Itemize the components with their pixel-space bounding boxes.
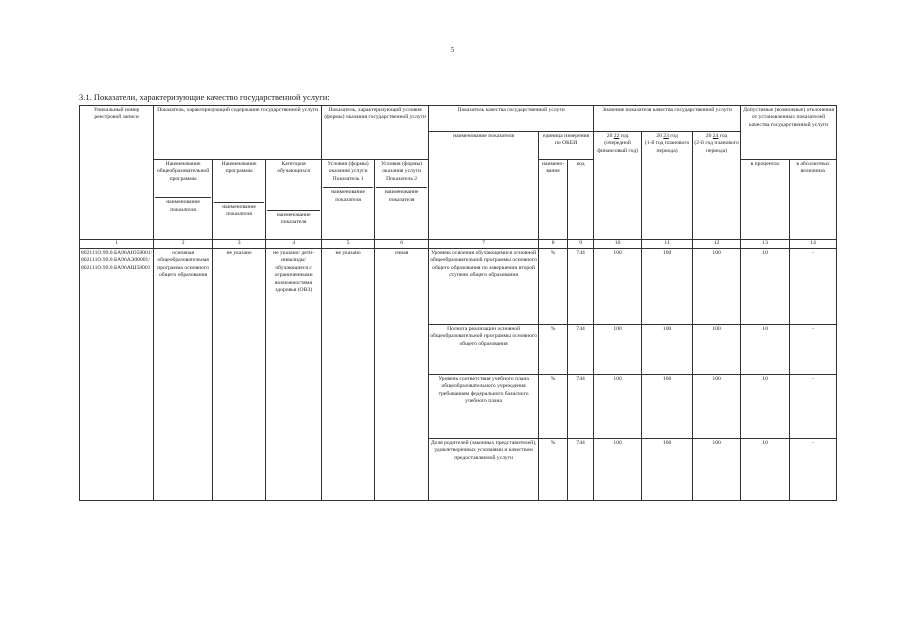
header-c5-title: Условия (формы) оказания услуги Показатель 2 xyxy=(381,161,423,182)
cell-indicator-name: Уровень освоения обучающимися основной общеобразовательной программы основного общего образования по завершении второй ступени общего образования xyxy=(429,249,539,325)
header-c5-sub: наименование показателя xyxy=(376,187,427,204)
cell-code: 744 xyxy=(568,325,594,375)
year-3-desc: (2-й год планового периода) xyxy=(694,140,739,154)
column-number: 7 xyxy=(429,240,539,249)
cell-value-3: 100 xyxy=(693,249,741,325)
header-c3-title: Категория обучающихся xyxy=(277,161,310,175)
column-number: 9 xyxy=(568,240,594,249)
cell-value-2: 100 xyxy=(642,249,693,325)
header-conditions-group: Показатель, характеризующий условия (формы) оказания государственной услуги xyxy=(322,106,429,132)
year-2-prefix: 20 xyxy=(656,133,662,139)
year-3-suffix: год xyxy=(719,133,728,139)
header-conditions-spacer xyxy=(322,132,429,160)
header-c1-sub: наименование показателя xyxy=(155,197,211,214)
cell-unit: % xyxy=(539,325,568,375)
header-c2-title: Наименование программы xyxy=(221,161,257,175)
header-content-spacer xyxy=(154,132,322,160)
cell-program: основная общеобразовательная программа основного общего образования xyxy=(154,249,213,501)
cell-absolute: - xyxy=(790,375,837,439)
column-number: 8 xyxy=(539,240,568,249)
column-number: 5 xyxy=(322,240,375,249)
header-unit-name: наимено-вание xyxy=(539,160,568,240)
year-3-number: 24 xyxy=(712,133,719,139)
header-absolute: в абсолютных величинах xyxy=(790,160,837,240)
header-c1-title: Наименование общеобразовательной программы xyxy=(156,161,210,182)
header-year-1 xyxy=(594,132,642,240)
year-1-prefix: 20 xyxy=(606,133,613,139)
header-quality-group: Показатель качества государственной услуги xyxy=(429,106,594,132)
cell-value-3: 100 xyxy=(693,439,741,501)
cell-unit: % xyxy=(539,439,568,501)
header-c3 xyxy=(266,160,322,240)
cell-absolute: - xyxy=(790,439,837,501)
cell-value-1: 100 xyxy=(594,325,642,375)
header-year-3 xyxy=(693,132,741,240)
column-number: 6 xyxy=(375,240,429,249)
header-c4 xyxy=(322,160,375,240)
column-number: 14 xyxy=(790,240,837,249)
cell-code: 744 xyxy=(568,249,594,325)
cell-value-2: 100 xyxy=(642,325,693,375)
header-deviation-group: Допустимые (возможные) отклонения от установленных показателей качества государственной услуги xyxy=(741,106,837,160)
cell-value-3: 100 xyxy=(693,375,741,439)
header-c2 xyxy=(213,160,266,240)
header-c4-sub: наименование показателя xyxy=(323,187,373,204)
cell-code: 744 xyxy=(568,375,594,439)
cell-category: не указано/ дети-инвалиды/ обучающиеся с ограниченными возможностями здоровья (ОВЗ) xyxy=(266,249,322,501)
column-number: 1 xyxy=(80,240,154,249)
year-2-desc: (1-й год планового периода) xyxy=(644,140,690,154)
column-number: 13 xyxy=(741,240,790,249)
cell-condition-2: очная xyxy=(375,249,429,501)
section-title: 3.1. Показатели, характеризующие качество государственной услуги: xyxy=(79,92,330,102)
cell-code: 744 xyxy=(568,439,594,501)
header-indicator-name: наименование показателя xyxy=(429,132,539,240)
year-1-desc: (очередной финансовый год) xyxy=(597,140,638,154)
header-year-2 xyxy=(642,132,693,240)
column-number: 3 xyxy=(213,240,266,249)
cell-absolute: - xyxy=(790,249,837,325)
cell-indicator-name: Полнота реализации основной общеобразовательной программы основного общего образования xyxy=(429,325,539,375)
header-c4-title: Условия (формы) оказания услуги Показатель 1 xyxy=(327,161,369,182)
column-number: 2 xyxy=(154,240,213,249)
cell-program-name: не указано xyxy=(213,249,266,501)
cell-percent: 10 xyxy=(741,375,790,439)
header-unit: единица измерения по ОКЕИ xyxy=(539,132,594,160)
column-number: 10 xyxy=(594,240,642,249)
cell-condition-1: не указано xyxy=(322,249,375,501)
header-value-group: Значение показателя качества государственной услуги xyxy=(594,106,741,132)
cell-indicator-name: Доля родителей (законных представителей), удовлетворенных условиями и качеством предоставляемой услуги xyxy=(429,439,539,501)
cell-value-3: 100 xyxy=(693,325,741,375)
header-c3-sub: наименование показателя xyxy=(267,210,320,227)
cell-absolute: - xyxy=(790,325,837,375)
cell-value-1: 100 xyxy=(594,375,642,439)
header-c5 xyxy=(375,160,429,240)
quality-indicators-table xyxy=(79,105,837,501)
cell-value-2: 100 xyxy=(642,439,693,501)
cell-unit: % xyxy=(539,375,568,439)
column-number-row xyxy=(80,240,837,249)
cell-value-1: 100 xyxy=(594,249,642,325)
cell-value-2: 100 xyxy=(642,375,693,439)
header-row-2 xyxy=(80,132,837,160)
header-registry: Уникальный номер реестровой записи xyxy=(80,106,154,240)
header-c1 xyxy=(154,160,213,240)
cell-unit: % xyxy=(539,249,568,325)
cell-indicator-name: Уровень соответствия учебного плана общеобразовательного учреждения требованиям федерального базисного учебного плана xyxy=(429,375,539,439)
header-row-1 xyxy=(80,106,837,132)
year-2-number: 23 xyxy=(663,133,669,139)
cell-percent: 10 xyxy=(741,439,790,501)
year-2-suffix: год xyxy=(670,133,678,139)
header-c2-sub: наименование показателя xyxy=(214,202,264,219)
header-percent: в процентах xyxy=(741,160,790,240)
year-1-number: 22 xyxy=(613,133,620,139)
cell-percent: 10 xyxy=(741,249,790,325)
header-content-group: Показатель, характеризующий содержание государственной услуги xyxy=(154,106,322,132)
table-row xyxy=(80,249,837,325)
year-1-suffix: год xyxy=(620,133,629,139)
column-number: 12 xyxy=(693,240,741,249)
page-number: 5 xyxy=(450,46,455,54)
header-unit-code: код xyxy=(568,160,594,240)
cell-percent: 10 xyxy=(741,325,790,375)
year-3-prefix: 20 xyxy=(705,133,712,139)
cell-registry: 802111О.99.0.БА96АЮ58001/ 802111О.99.0.БА96АЭ08001/ 802111О.99.0.БА96АШ58001 xyxy=(80,249,154,501)
cell-value-1: 100 xyxy=(594,439,642,501)
column-number: 11 xyxy=(642,240,693,249)
column-number: 4 xyxy=(266,240,322,249)
